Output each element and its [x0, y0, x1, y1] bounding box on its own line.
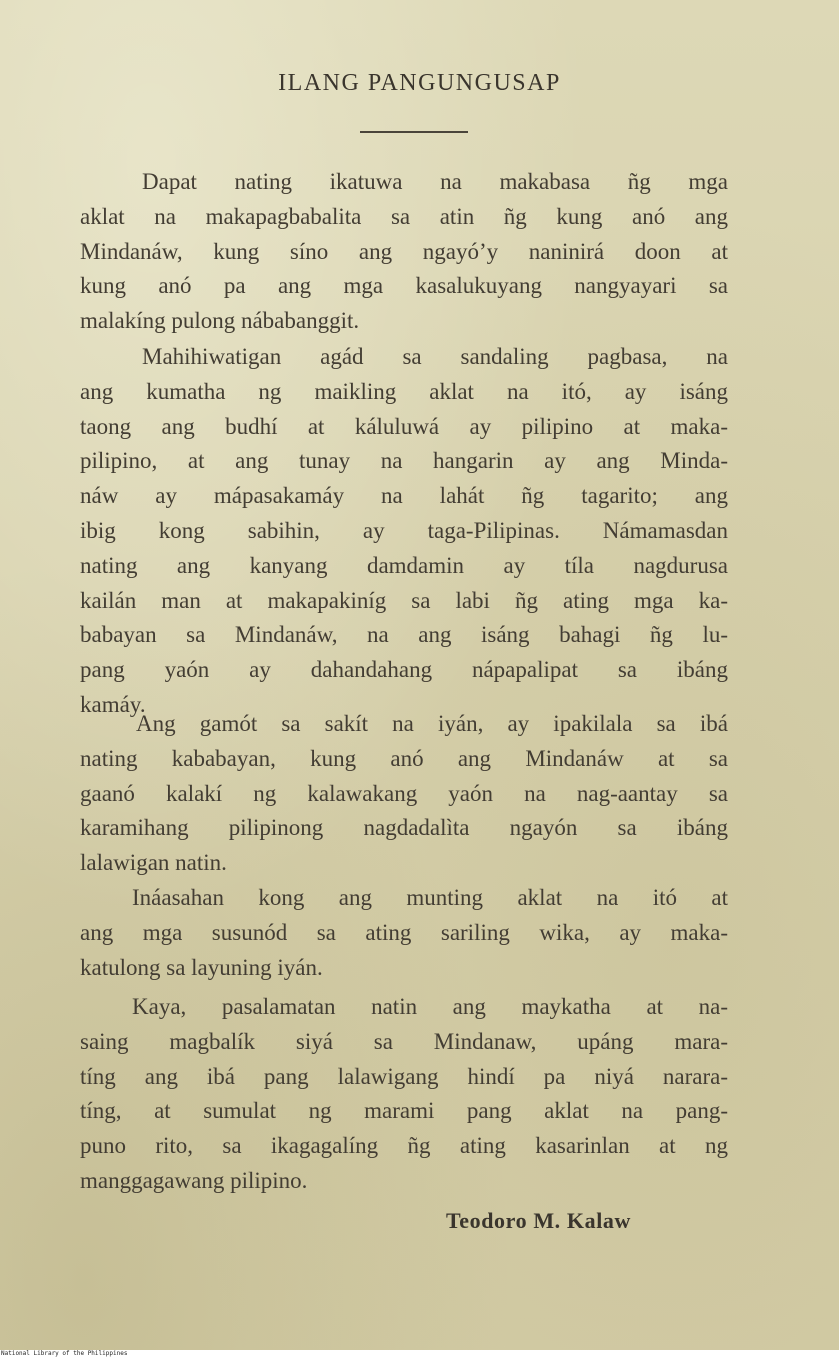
page-title: ILANG PANGUNGUSAP	[278, 70, 561, 96]
paragraph-line: kamáy.	[80, 691, 146, 717]
paragraph-line: nating ang kanyang damdamin ay tíla nagdurusa	[80, 552, 728, 578]
paragraph-line: ang mga susunód sa ating sariling wika, ay maka-	[80, 919, 728, 945]
paragraph-line: kung anó pa ang mga kasalukuyang nangyayari sa	[80, 273, 728, 299]
paragraph-line: saing magbalík siyá sa Mindanaw, upáng mara-	[80, 1028, 728, 1054]
paragraph-line: náw ay mápasakamáy na lahát ñg tagarito; ang	[80, 483, 728, 509]
author-signature: Teodoro M. Kalaw	[446, 1208, 631, 1233]
paragraph-1	[80, 165, 728, 339]
title-divider	[360, 131, 468, 133]
paragraph-line: gaanó kalakí ng kalawakang yaón na nag-aantay sa	[80, 780, 728, 806]
paragraph-line: babayan sa Mindanáw, na ang isáng bahagi ñg lu-	[80, 622, 728, 648]
paragraph-4	[80, 881, 728, 985]
paragraph-line: puno rito, sa ikagagalíng ñg ating kasarinlan at ng	[80, 1133, 728, 1159]
paragraph-5	[80, 990, 728, 1199]
footer-credit: National Library of the Philippines	[1, 1350, 128, 1357]
paragraph-line: Ang gamót sa sakít na iyán, ay ipakilala sa ibá	[136, 711, 728, 736]
paragraph-line: Mindanáw, kung síno ang ngayó’y naninirá doon at	[80, 238, 728, 264]
paragraph-3	[80, 707, 728, 881]
paragraph-line: aklat na makapagbabalita sa atin ñg kung anó ang	[80, 203, 728, 229]
paragraph-line: ang kumatha ng maikling aklat na itó, ay isáng	[80, 378, 728, 404]
paragraph-line: tíng ang ibá pang lalawigang hindí pa niyá narara-	[80, 1063, 728, 1089]
paragraph-line: Mahihiwatigan agád sa sandaling pagbasa, na	[142, 344, 728, 369]
paragraph-line: karamihang pilipinong nagdadalìta ngayón sa ibáng	[80, 815, 728, 841]
paragraph-line: tíng, at sumulat ng marami pang aklat na pang-	[80, 1098, 728, 1124]
paragraph-line: Kaya, pasalamatan natin ang maykatha at na-	[132, 994, 728, 1019]
paragraph-line: malakíng pulong nábabanggit.	[80, 308, 360, 334]
paragraph-line: manggagawang pilipino.	[80, 1167, 308, 1193]
paragraph-line: Ináasahan kong ang munting aklat na itó at	[132, 885, 728, 910]
footer-strip	[0, 1350, 839, 1358]
paragraph-line: Dapat nating ikatuwa na makabasa ñg mga	[142, 169, 728, 194]
paragraph-line: nating kababayan, kung anó ang Mindanáw at sa	[80, 745, 728, 771]
paragraph-line: pang yaón ay dahandahang nápapalipat sa ibáng	[80, 657, 728, 683]
paragraph-line: ibig kong sabihin, ay taga-Pilipinas. Námamasdan	[80, 517, 728, 543]
paragraph-line: katulong sa layuning iyán.	[80, 954, 323, 980]
paragraph-line: taong ang budhí at káluluwá ay pilipino at maka-	[80, 413, 728, 439]
paragraph-line: lalawigan natin.	[80, 850, 227, 876]
paragraph-line: pilipino, at ang tunay na hangarin ay ang Minda-	[80, 448, 728, 474]
paragraph-line: kailán man at makapakiníg sa labi ñg ating mga ka-	[80, 587, 728, 613]
paragraph-2	[80, 340, 728, 723]
